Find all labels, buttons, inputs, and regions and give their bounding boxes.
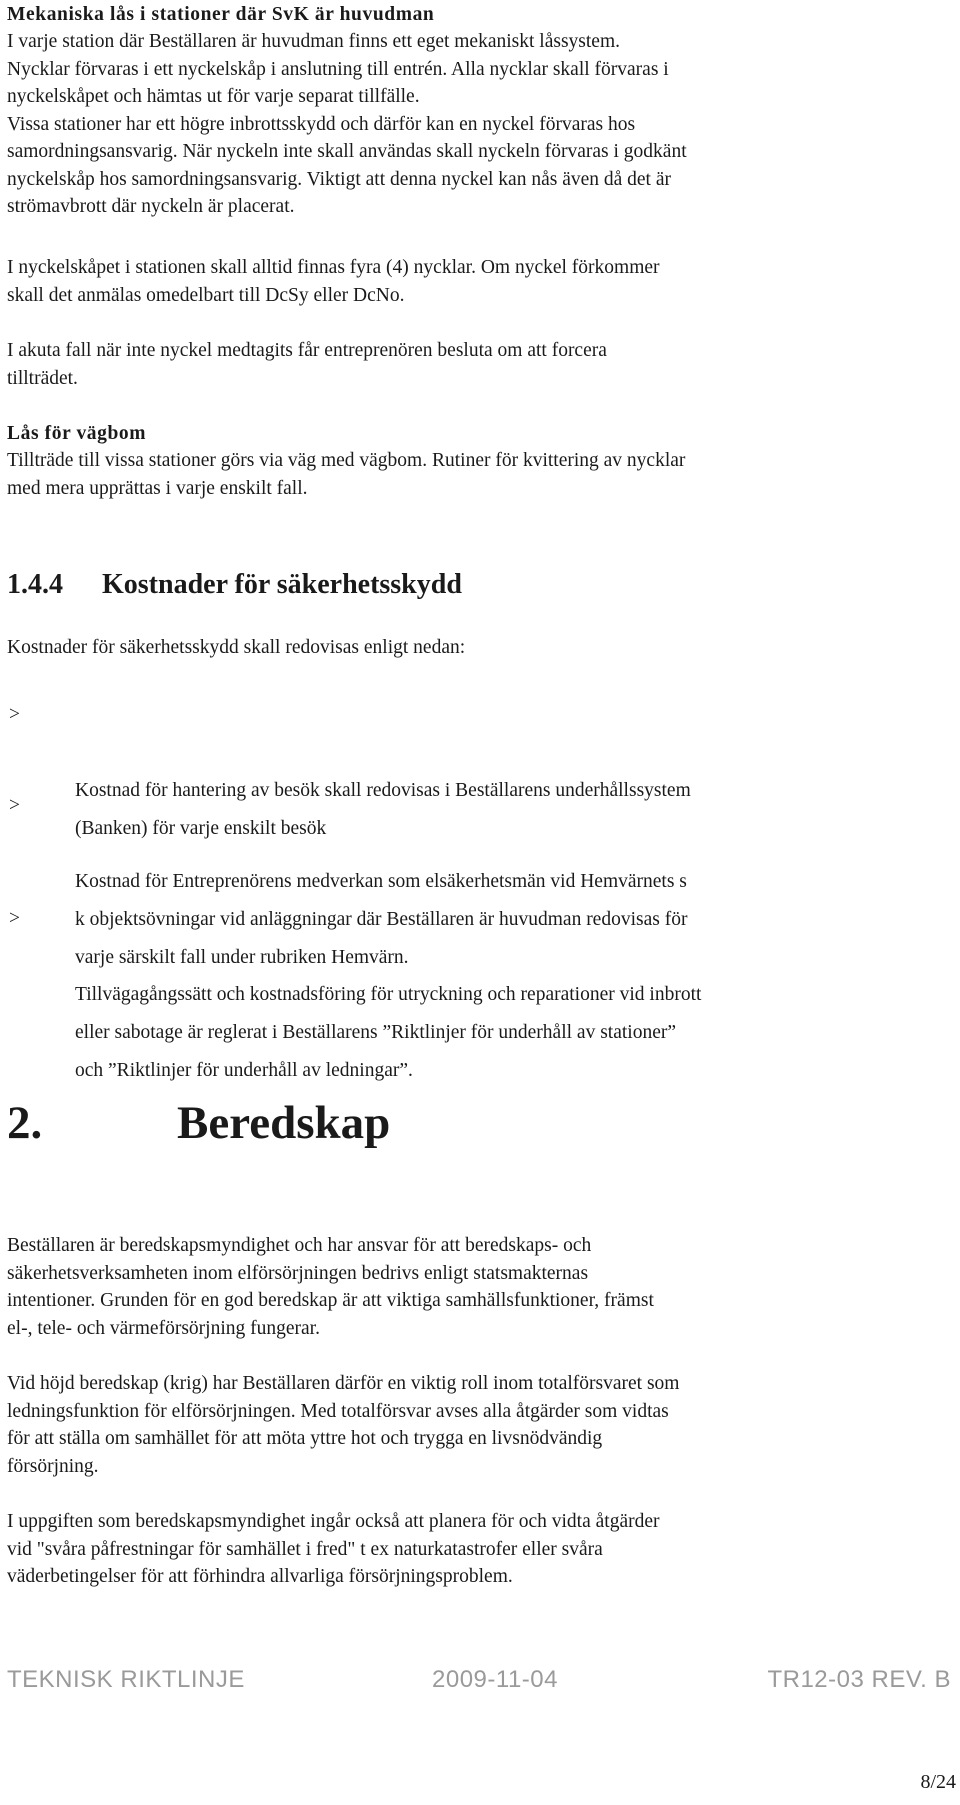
bullet-text: Tillvägagångssätt och kostnadsföring för utryckning och reparationer vid inbrott eller sabotage är reglerat i Beställarens ”Riktlinjer för underhåll av stationer” och ”Riktlinjer för underhåll av ledningar”. [75,984,702,1081]
page-number: 8/24 [920,1771,956,1793]
bullet-text: Kostnad för Entreprenörens medverkan som elsäkerhetsmän vid Hemvärnets s k objektsövningar vid anläggningar där Beställaren är huvudman redovisas för varje särskilt fall under rubriken Hemvärn. [75,871,688,968]
beredskap-paragraph-2: Vid höjd beredskap (krig) har Beställaren därför en viktig roll inom totalförsvaret som ledningsfunktion för elförsörjningen. Med totalförsvar avses alla åtgärder som vidtas för att ställa om samhället för att möta yttre hot och trygga en livsnödvändig försörjning. [7,1373,680,1477]
bullet-text: Kostnad för hantering av besök skall redovisas i Beställarens underhållssystem (Banken) för varje enskilt besök [75,780,691,839]
kostnader-bullet-3 [7,900,947,1090]
footer-date: 2009-11-04 [432,1666,558,1693]
mek-paragraph-2: I nyckelskåpet i stationen skall alltid finnas fyra (4) nycklar. Om nyckel förkommer skall det anmälas omedelbart till DcSy eller DcNo. [7,257,660,306]
footer-doc-id: TR12-03 REV. B [767,1666,951,1693]
bullet-marker: > [9,908,20,929]
section-title: Kostnader för säkerhetsskydd [102,569,462,600]
vagbom-paragraph: Tillträde till vissa stationer görs via väg med vägbom. Rutiner för kvittering av nycklar med mera upprättas i varje enskilt fall. [7,450,686,499]
chapter-title: Beredskap [177,1097,391,1149]
section-heading-kostnader [7,568,462,602]
beredskap-paragraph-1: Beställaren är beredskapsmyndighet och har ansvar för att beredskaps- och säkerhetsverksamheten inom elförsörjningen bedrivs enligt statsmakternas intentioner. Grunden för en god beredskap är att viktiga samhällsfunktioner, främst el-, tele- och värmeförsörjning fungerar. [7,1235,654,1339]
beredskap-paragraph-3: I uppgiften som beredskapsmyndighet ingår också att planera för och vidta åtgärder vid "svåra påfrestningar för samhället i fred" t ex naturkatastrofer eller svåra väderbetingelser för att förhindra allvarliga försörjningsproblem. [7,1511,660,1587]
bullet-marker: > [9,704,20,725]
chapter-heading-beredskap [7,1095,390,1151]
kostnader-intro: Kostnader för säkerhetsskydd skall redovisas enligt nedan: [7,637,466,658]
footer-doc-type: TEKNISK RIKTLINJE [7,1666,245,1693]
chapter-number: 2. [7,1097,43,1149]
bullet-marker: > [9,795,20,816]
section-number: 1.4.4 [7,569,63,600]
mek-paragraph-1: I varje station där Beställaren är huvudman finns ett eget mekaniskt låssystem. Nycklar förvaras i ett nyckelskåp i anslutning till entrén. Alla nycklar skall förvaras i nyckelskåpet och hämtas ut för varje separat tillfälle. Vissa stationer har ett högre inbrottsskydd och därför kan en nyckel förvaras hos samordningsansvarig. När nyckeln inte skall användas skall nyckeln förvaras i godkänt nyckelskåp hos samordningsansvarig. Viktigt att denna nyckel kan nås även då det är strömavbrott där nyckeln är placerat. [7,31,687,217]
list-item [7,900,947,1090]
mek-heading: Mekaniska lås i stationer där SvK är huvudman [7,4,435,25]
mek-paragraph-3: I akuta fall när inte nyckel medtagits får entreprenören besluta om att forcera tillträdet. [7,340,607,389]
vagbom-heading: Lås för vägbom [7,423,147,444]
